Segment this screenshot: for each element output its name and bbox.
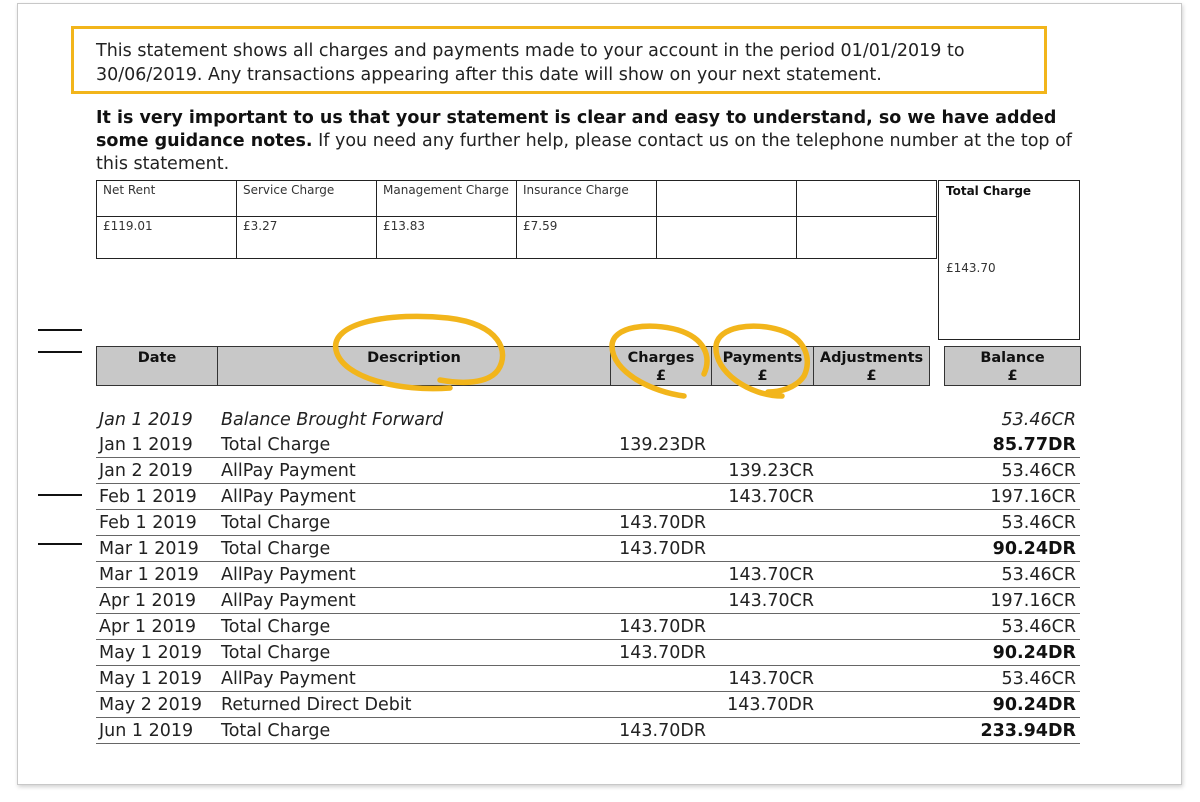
margin-tick — [38, 351, 82, 353]
payments-header-unit: £ — [757, 368, 768, 384]
transaction-date: Apr 1 2019 — [99, 617, 197, 637]
adjustments-header-label: Adjustments — [819, 350, 924, 366]
transaction-row — [96, 718, 1080, 744]
transaction-date: Apr 1 2019 — [99, 591, 197, 611]
margin-tick — [38, 494, 82, 496]
column-header-balance — [944, 346, 1081, 386]
transaction-balance: 53.46CR — [1001, 565, 1076, 585]
transaction-row — [96, 640, 1080, 666]
column-header-payments — [711, 346, 814, 386]
transaction-date: May 1 2019 — [99, 643, 202, 663]
transaction-description: Total Charge — [221, 643, 331, 663]
transaction-balance: 197.16CR — [990, 591, 1076, 611]
transaction-description: Total Charge — [221, 513, 331, 533]
total-charge-box — [938, 180, 1080, 340]
transaction-description: AllPay Payment — [221, 461, 356, 481]
notice-line-2: 30/06/2019. Any transactions appearing after this date will show on your next statement. — [96, 65, 882, 85]
total-charge-value: £143.70 — [946, 261, 996, 275]
transaction-balance: 90.24DR — [992, 643, 1076, 663]
transaction-description: Total Charge — [221, 435, 331, 455]
balance-header-label: Balance — [980, 350, 1045, 366]
transaction-charge: 143.70DR — [619, 513, 706, 533]
notice-line-1: This statement shows all charges and payments made to your account in the period 01/01/2019 to — [96, 41, 965, 61]
transaction-balance: 197.16CR — [990, 487, 1076, 507]
transaction-date: Jan 1 2019 — [99, 435, 193, 455]
transaction-row — [96, 666, 1080, 692]
transaction-date: May 2 2019 — [99, 695, 202, 715]
charges-header-unit: £ — [655, 368, 667, 384]
transaction-balance: 53.46CR — [1001, 617, 1076, 637]
balance-header-unit: £ — [1007, 368, 1018, 384]
charge-value-service: £3.27 — [237, 217, 377, 259]
transaction-balance: 53.46CR — [1001, 513, 1076, 533]
transaction-description: Total Charge — [221, 721, 331, 741]
column-header-adjustments — [813, 346, 930, 386]
transaction-balance: 233.94DR — [980, 721, 1076, 741]
transaction-payment: 143.70CR — [728, 669, 814, 689]
transaction-balance: 90.24DR — [992, 695, 1076, 715]
transaction-description: AllPay Payment — [221, 591, 356, 611]
transaction-row — [96, 614, 1080, 640]
transaction-description: AllPay Payment — [221, 669, 356, 689]
transaction-charge: 143.70DR — [619, 539, 706, 559]
transaction-date: Jun 1 2019 — [99, 721, 194, 741]
adjustments-header-unit: £ — [866, 368, 877, 384]
transaction-charge: 143.70DR — [619, 721, 706, 741]
charge-value-net-rent: £119.01 — [97, 217, 237, 259]
charge-value-empty-2 — [797, 217, 937, 259]
charge-value-empty-1 — [657, 217, 797, 259]
margin-tick — [38, 329, 82, 331]
charge-header-empty-1 — [657, 181, 797, 217]
transaction-description: AllPay Payment — [221, 487, 356, 507]
transaction-date: Jan 2 2019 — [99, 461, 193, 481]
charges-summary-grid — [96, 180, 937, 259]
transaction-row — [96, 510, 1080, 536]
transaction-row — [96, 562, 1080, 588]
transaction-charge: 143.70DR — [619, 643, 706, 663]
transaction-balance: 53.46CR — [1001, 461, 1076, 481]
payments-header-label: Payments — [722, 350, 803, 366]
charge-header-management: Management Charge — [377, 181, 517, 217]
transaction-row — [96, 432, 1080, 458]
transaction-row — [96, 407, 1080, 432]
transaction-row — [96, 458, 1080, 484]
transaction-balance: 53.46CR — [1001, 669, 1076, 689]
guidance-normal-text: If you need any further help, please contact us on the telephone number at the top of this statement. — [96, 131, 1072, 174]
charge-header-insurance: Insurance Charge — [517, 181, 657, 217]
transaction-row — [96, 536, 1080, 562]
transaction-balance: 85.77DR — [992, 435, 1076, 455]
description-header-label: Description — [367, 350, 461, 366]
transaction-balance: 53.46CR — [1001, 410, 1076, 430]
transaction-date: Feb 1 2019 — [99, 487, 197, 507]
column-header-description — [217, 346, 611, 386]
transaction-description: AllPay Payment — [221, 565, 356, 585]
charge-header-service: Service Charge — [237, 181, 377, 217]
transaction-description: Total Charge — [221, 539, 331, 559]
transaction-charge: 143.70DR — [619, 617, 706, 637]
charge-header-net-rent: Net Rent — [97, 181, 237, 217]
column-header-charges — [610, 346, 712, 386]
statement-period-notice — [71, 26, 1047, 94]
transaction-description: Balance Brought Forward — [221, 410, 444, 430]
total-charge-label: Total Charge — [946, 184, 1032, 198]
transaction-payment: 139.23CR — [728, 461, 814, 481]
transaction-balance: 90.24DR — [992, 539, 1076, 559]
guidance-bold-text: It is very important to us that your statement is clear and easy to understand, so we have added some guidance notes. — [96, 108, 1057, 151]
transaction-payment: 143.70CR — [728, 487, 814, 507]
transaction-row — [96, 484, 1080, 510]
transaction-charge: 139.23DR — [619, 435, 706, 455]
transaction-row — [96, 692, 1080, 718]
date-header-label: Date — [137, 350, 177, 366]
transaction-date: Feb 1 2019 — [99, 513, 197, 533]
transaction-description: Returned Direct Debit — [221, 695, 412, 715]
transactions-list — [96, 407, 1080, 744]
charge-value-management: £13.83 — [377, 217, 517, 259]
transaction-description: Total Charge — [221, 617, 331, 637]
margin-tick — [38, 543, 82, 545]
guidance-paragraph — [96, 107, 1086, 176]
transaction-payment: 143.70CR — [728, 591, 814, 611]
transaction-date: Mar 1 2019 — [99, 539, 199, 559]
transaction-date: May 1 2019 — [99, 669, 202, 689]
transaction-row — [96, 588, 1080, 614]
transaction-date: Mar 1 2019 — [99, 565, 199, 585]
charge-header-empty-2 — [797, 181, 937, 217]
column-header-date — [96, 346, 218, 386]
charges-header-label: Charges — [627, 350, 695, 366]
charge-value-insurance: £7.59 — [517, 217, 657, 259]
transaction-payment: 143.70CR — [728, 565, 814, 585]
transaction-payment: 143.70DR — [727, 695, 814, 715]
transaction-date: Jan 1 2019 — [99, 410, 193, 430]
